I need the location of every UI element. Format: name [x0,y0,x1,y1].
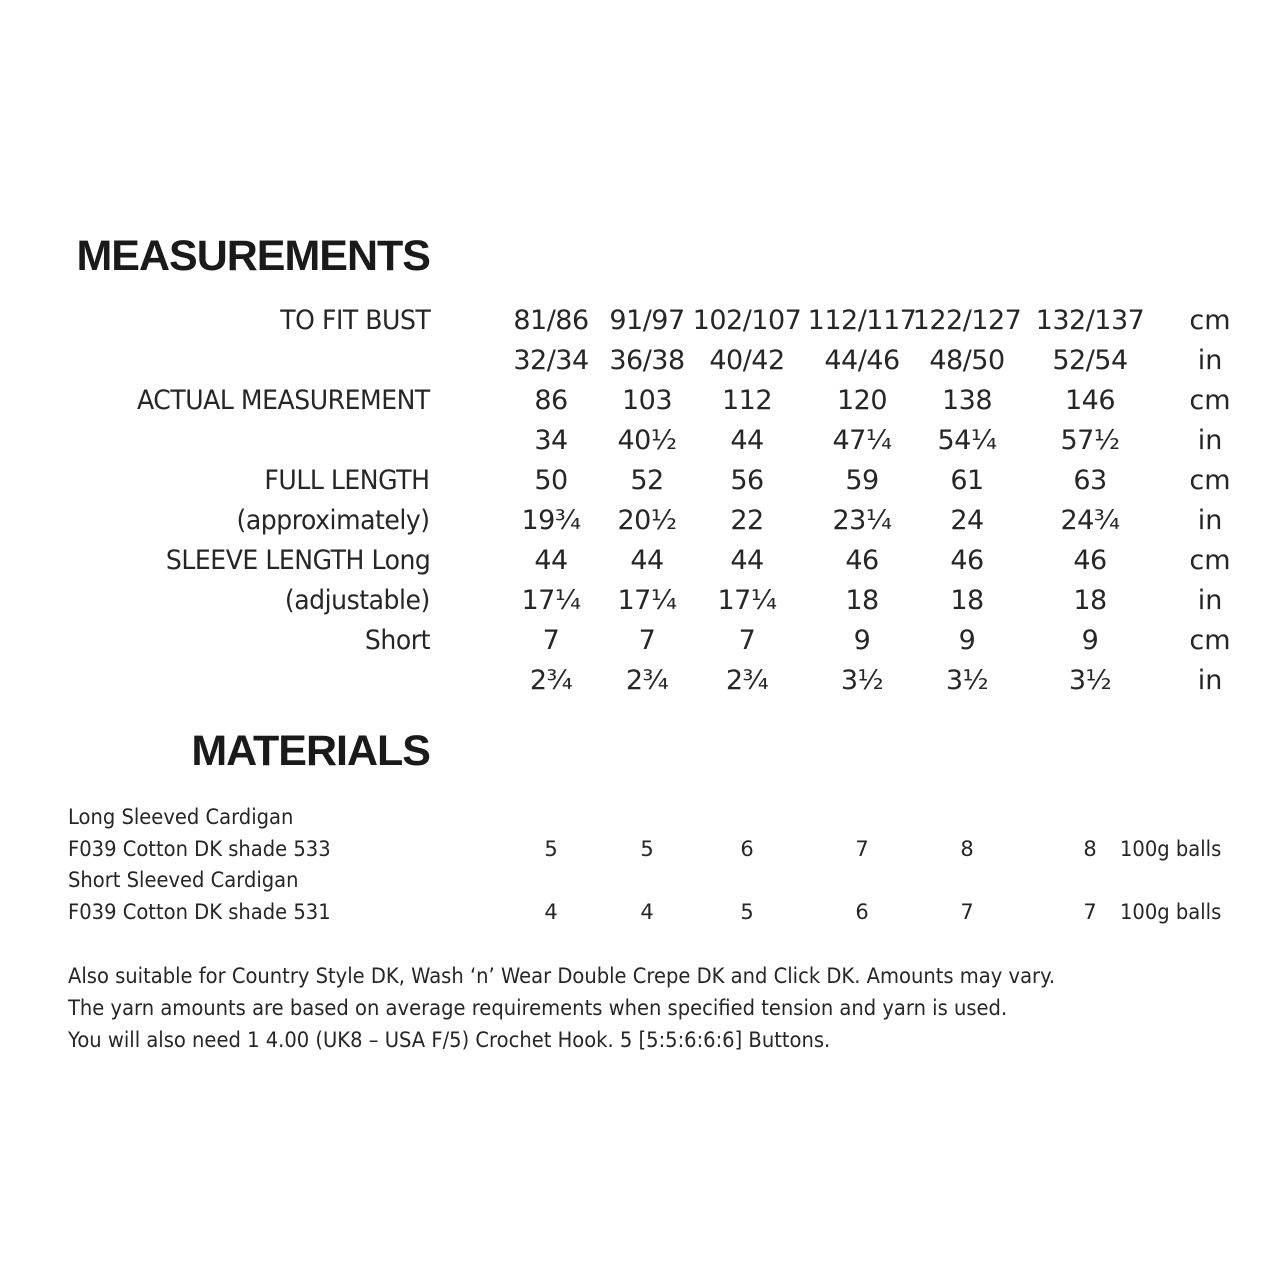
measurement-cell: 46 [950,545,984,576]
measurement-cell: 17¼ [617,585,677,616]
measurement-unit: in [1197,665,1223,696]
material-quantity-cell: 8 [960,837,974,861]
measurement-cell: 2¾ [725,665,769,696]
measurements-heading: MEASUREMENTS [76,232,430,280]
material-quantity-cell: 7 [960,900,974,924]
material-quantity-cell: 5 [740,900,754,924]
measurement-row-label: FULL LENGTH [264,465,430,496]
measurement-row-label: TO FIT BUST [279,305,430,336]
measurement-cell: 19¾ [521,505,581,536]
measurement-unit: in [1197,505,1223,536]
measurement-cell: 56 [730,465,764,496]
measurement-cell: 36/38 [609,345,685,376]
measurement-cell: 46 [1073,545,1107,576]
material-quantity-cell: 5 [544,837,558,861]
measurement-cell: 86 [534,385,568,416]
measurement-cell: 24 [950,505,984,536]
measurement-unit: cm [1189,545,1231,576]
material-unit: 100g balls [1120,900,1222,924]
measurement-cell: 9 [958,625,976,656]
measurement-cell: 102/107 [692,305,802,336]
measurement-cell: 52 [630,465,664,496]
material-quantity-cell: 4 [640,900,654,924]
measurement-cell: 3½ [840,665,884,696]
measurement-unit: cm [1189,625,1231,656]
measurement-cell: 9 [1081,625,1099,656]
measurement-cell: 7 [542,625,560,656]
measurement-cell: 112/117 [807,305,917,336]
material-unit: 100g balls [1120,837,1222,861]
measurement-cell: 3½ [1068,665,1112,696]
measurement-cell: 112 [721,385,773,416]
measurement-cell: 57½ [1060,425,1120,456]
measurement-unit: in [1197,425,1223,456]
measurement-cell: 50 [534,465,568,496]
measurement-cell: 138 [941,385,993,416]
measurement-cell: 20½ [617,505,677,536]
measurement-unit: in [1197,585,1223,616]
measurement-cell: 32/34 [513,345,589,376]
measurement-cell: 46 [845,545,879,576]
material-quantity-cell: 4 [544,900,558,924]
material-quantity-cell: 6 [855,900,869,924]
measurement-cell: 48/50 [929,345,1005,376]
measurement-cell: 47¼ [832,425,892,456]
measurement-cell: 44 [630,545,664,576]
measurement-cell: 18 [845,585,879,616]
material-quantity-cell: 8 [1083,837,1097,861]
measurement-cell: 52/54 [1052,345,1128,376]
measurement-row-label: (adjustable) [285,585,430,616]
measurement-cell: 54¼ [937,425,997,456]
measurement-cell: 2¾ [529,665,573,696]
measurement-cell: 132/137 [1035,305,1145,336]
measurement-cell: 7 [638,625,656,656]
material-row-label: F039 Cotton DK shade 533 [68,837,331,861]
material-quantity-cell: 7 [855,837,869,861]
measurement-cell: 146 [1064,385,1116,416]
measurement-cell: 44 [730,545,764,576]
measurement-cell: 18 [950,585,984,616]
measurement-row-label: Short [364,625,430,656]
measurement-row-label: SLEEVE LENGTH Long [165,545,430,576]
measurement-cell: 59 [845,465,879,496]
materials-heading: MATERIALS [191,727,430,775]
measurement-row-label: ACTUAL MEASUREMENT [137,385,430,416]
material-row-label: Long Sleeved Cardigan [68,805,294,829]
measurement-cell: 61 [950,465,984,496]
material-quantity-cell: 6 [740,837,754,861]
measurement-cell: 18 [1073,585,1107,616]
measurement-cell: 17¼ [717,585,777,616]
measurement-cell: 34 [534,425,568,456]
material-quantity-cell: 5 [640,837,654,861]
material-quantity-cell: 7 [1083,900,1097,924]
measurement-unit: in [1197,345,1223,376]
measurement-cell: 24¾ [1060,505,1120,536]
measurement-cell: 63 [1073,465,1107,496]
measurement-cell: 23¼ [832,505,892,536]
measurement-cell: 17¼ [521,585,581,616]
material-row-label: Short Sleeved Cardigan [68,868,299,892]
materials-note-line: Also suitable for Country Style DK, Wash ‘n’ Wear Double Crepe DK and Click DK. Amounts may vary. [68,964,1056,988]
measurement-cell: 44 [534,545,568,576]
measurement-cell: 122/127 [912,305,1022,336]
measurement-unit: cm [1189,305,1231,336]
measurement-cell: 44/46 [824,345,900,376]
measurement-cell: 9 [853,625,871,656]
materials-note-line: You will also need 1 4.00 (UK8 – USA F/5) Crochet Hook. 5 [5:5:6:6:6] Buttons. [68,1028,831,1052]
material-row-label: F039 Cotton DK shade 531 [68,900,331,924]
measurement-cell: 120 [836,385,888,416]
measurement-cell: 3½ [945,665,989,696]
measurement-cell: 40/42 [709,345,785,376]
measurement-cell: 91/97 [609,305,685,336]
measurement-cell: 103 [621,385,673,416]
measurement-cell: 2¾ [625,665,669,696]
measurement-cell: 40½ [617,425,677,456]
measurement-unit: cm [1189,385,1231,416]
measurement-cell: 44 [730,425,764,456]
measurement-cell: 7 [738,625,756,656]
measurement-cell: 81/86 [513,305,589,336]
measurement-row-label: (approximately) [236,505,430,536]
measurement-unit: cm [1189,465,1231,496]
materials-note-line: The yarn amounts are based on average requirements when specified tension and yarn is used. [68,996,1008,1020]
measurement-cell: 22 [730,505,764,536]
